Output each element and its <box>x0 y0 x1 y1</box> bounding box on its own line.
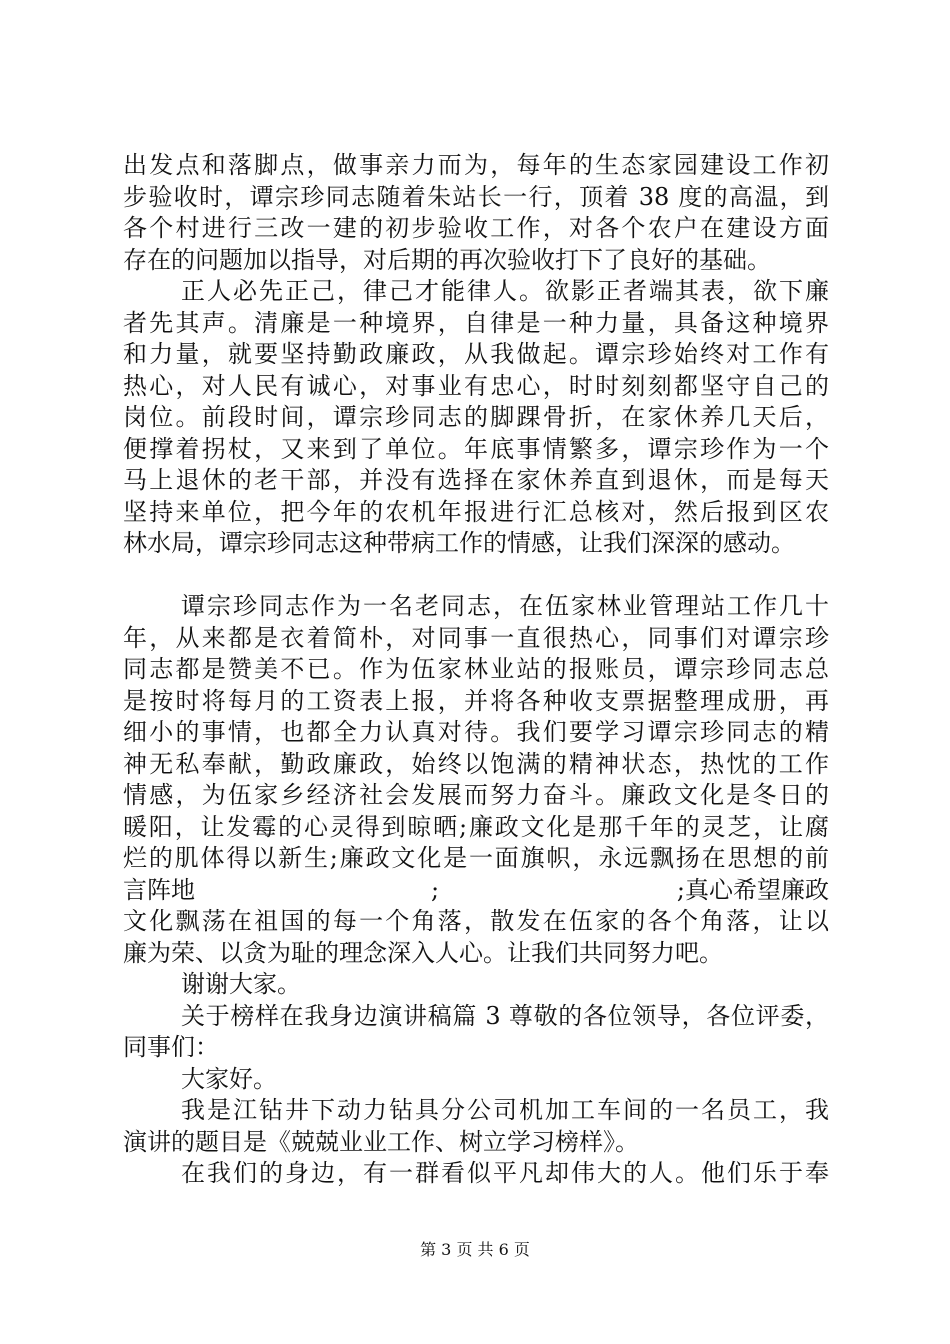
paragraph-start-line: 谢谢大家。 <box>181 970 301 998</box>
paragraph-gap <box>123 560 829 592</box>
text-line: 和力量，就要坚持勤政廉政，从我做起。谭宗珍始终对工作有 <box>123 340 829 368</box>
text-line: 是按时将每月的工资表上报，并将各种收支票据整理成册，再 <box>123 686 829 715</box>
text-line: 岗位。前段时间，谭宗珍同志的脚踝骨折，在家休养几天后， <box>123 403 829 431</box>
split-part-1: 言阵地 <box>123 875 195 904</box>
text-line: 演讲的题目是《兢兢业业工作、树立学习榜样》。 <box>123 1127 639 1156</box>
text-line: 烂的肌体得以新生;廉政文化是一面旗帜，永远飘扬在思想的前 <box>123 844 829 872</box>
text-line: 各个村进行三改一建的初步验收工作，对各个农户在建设方面 <box>123 214 829 242</box>
paragraph-start-line: 大家好。 <box>181 1064 277 1093</box>
text-line: 坚持来单位，把今年的农机年报进行汇总核对，然后报到区农 <box>123 497 829 526</box>
paragraph-start-line: 正人必先正己，律己才能律人。欲影正者端其表，欲下廉 <box>181 277 829 305</box>
text-line: 热心，对人民有诚心，对事业有忠心，时时刻刻都坚守自己的 <box>123 371 829 400</box>
text-line: 者先其声。清廉是一种境界，自律是一种力量，具备这种境界 <box>123 308 829 337</box>
text-line: 廉为荣、以贪为耻的理念深入人心。让我们共同努力吧。 <box>123 938 723 967</box>
paragraph-start-line: 关于榜样在我身边演讲稿篇 3 尊敬的各位领导，各位评委， <box>181 1001 829 1030</box>
text-line: 情感，为伍家乡经济社会发展而努力奋斗。廉政文化是冬日的 <box>123 781 829 809</box>
text-line: 同事们： <box>123 1033 219 1061</box>
body-text <box>123 150 829 1190</box>
text-line: 同志都是赞美不已。作为伍家林业站的报账员，谭宗珍同志总 <box>123 655 829 683</box>
paragraph-start-line: 我是江钻井下动力钻具分公司机加工车间的一名员工，我 <box>181 1096 829 1124</box>
paragraph-start-line: 在我们的身边，有一群看似平凡却伟大的人。他们乐于奉 <box>181 1159 829 1187</box>
text-line: 马上退休的老干部，并没有选择在家休养直到退休，而是每天 <box>123 466 829 494</box>
paragraph-start-line: 谭宗珍同志作为一名老同志，在伍家林业管理站工作几十 <box>181 592 829 620</box>
text-line: 步验收时，谭宗珍同志随着朱站长一行，顶着 38 度的高温，到 <box>123 182 829 211</box>
split-part-3: ;真心希望廉政 <box>676 875 829 904</box>
text-line: 细小的事情，也都全力认真对待。我们要学习谭宗珍同志的精 <box>123 718 829 746</box>
text-line: 文化飘荡在祖国的每一个角落，散发在伍家的各个角落，让以 <box>123 907 829 935</box>
split-text-line <box>123 875 829 907</box>
text-line: 林水局，谭宗珍同志这种带病工作的情感，让我们深深的感动。 <box>123 529 795 557</box>
text-line: 出发点和落脚点，做事亲力而为，每年的生态家园建设工作初 <box>123 151 829 179</box>
text-line: 神无私奉献，勤政廉政，始终以饱满的精神状态，热忱的工作 <box>123 749 829 778</box>
text-line: 存在的问题加以指导，对后期的再次验收打下了良好的基础。 <box>123 245 771 274</box>
split-part-2: ; <box>431 875 440 904</box>
text-line: 暖阳，让发霉的心灵得到晾晒;廉政文化是那千年的灵芝，让腐 <box>123 812 829 841</box>
text-line: 便撑着拐杖，又来到了单位。年底事情繁多，谭宗珍作为一个 <box>123 434 829 463</box>
page-footer: 第 3 页 共 6 页 <box>420 1240 530 1259</box>
text-line: 年，从来都是衣着简朴，对同事一直很热心，同事们对谭宗珍 <box>123 623 829 652</box>
